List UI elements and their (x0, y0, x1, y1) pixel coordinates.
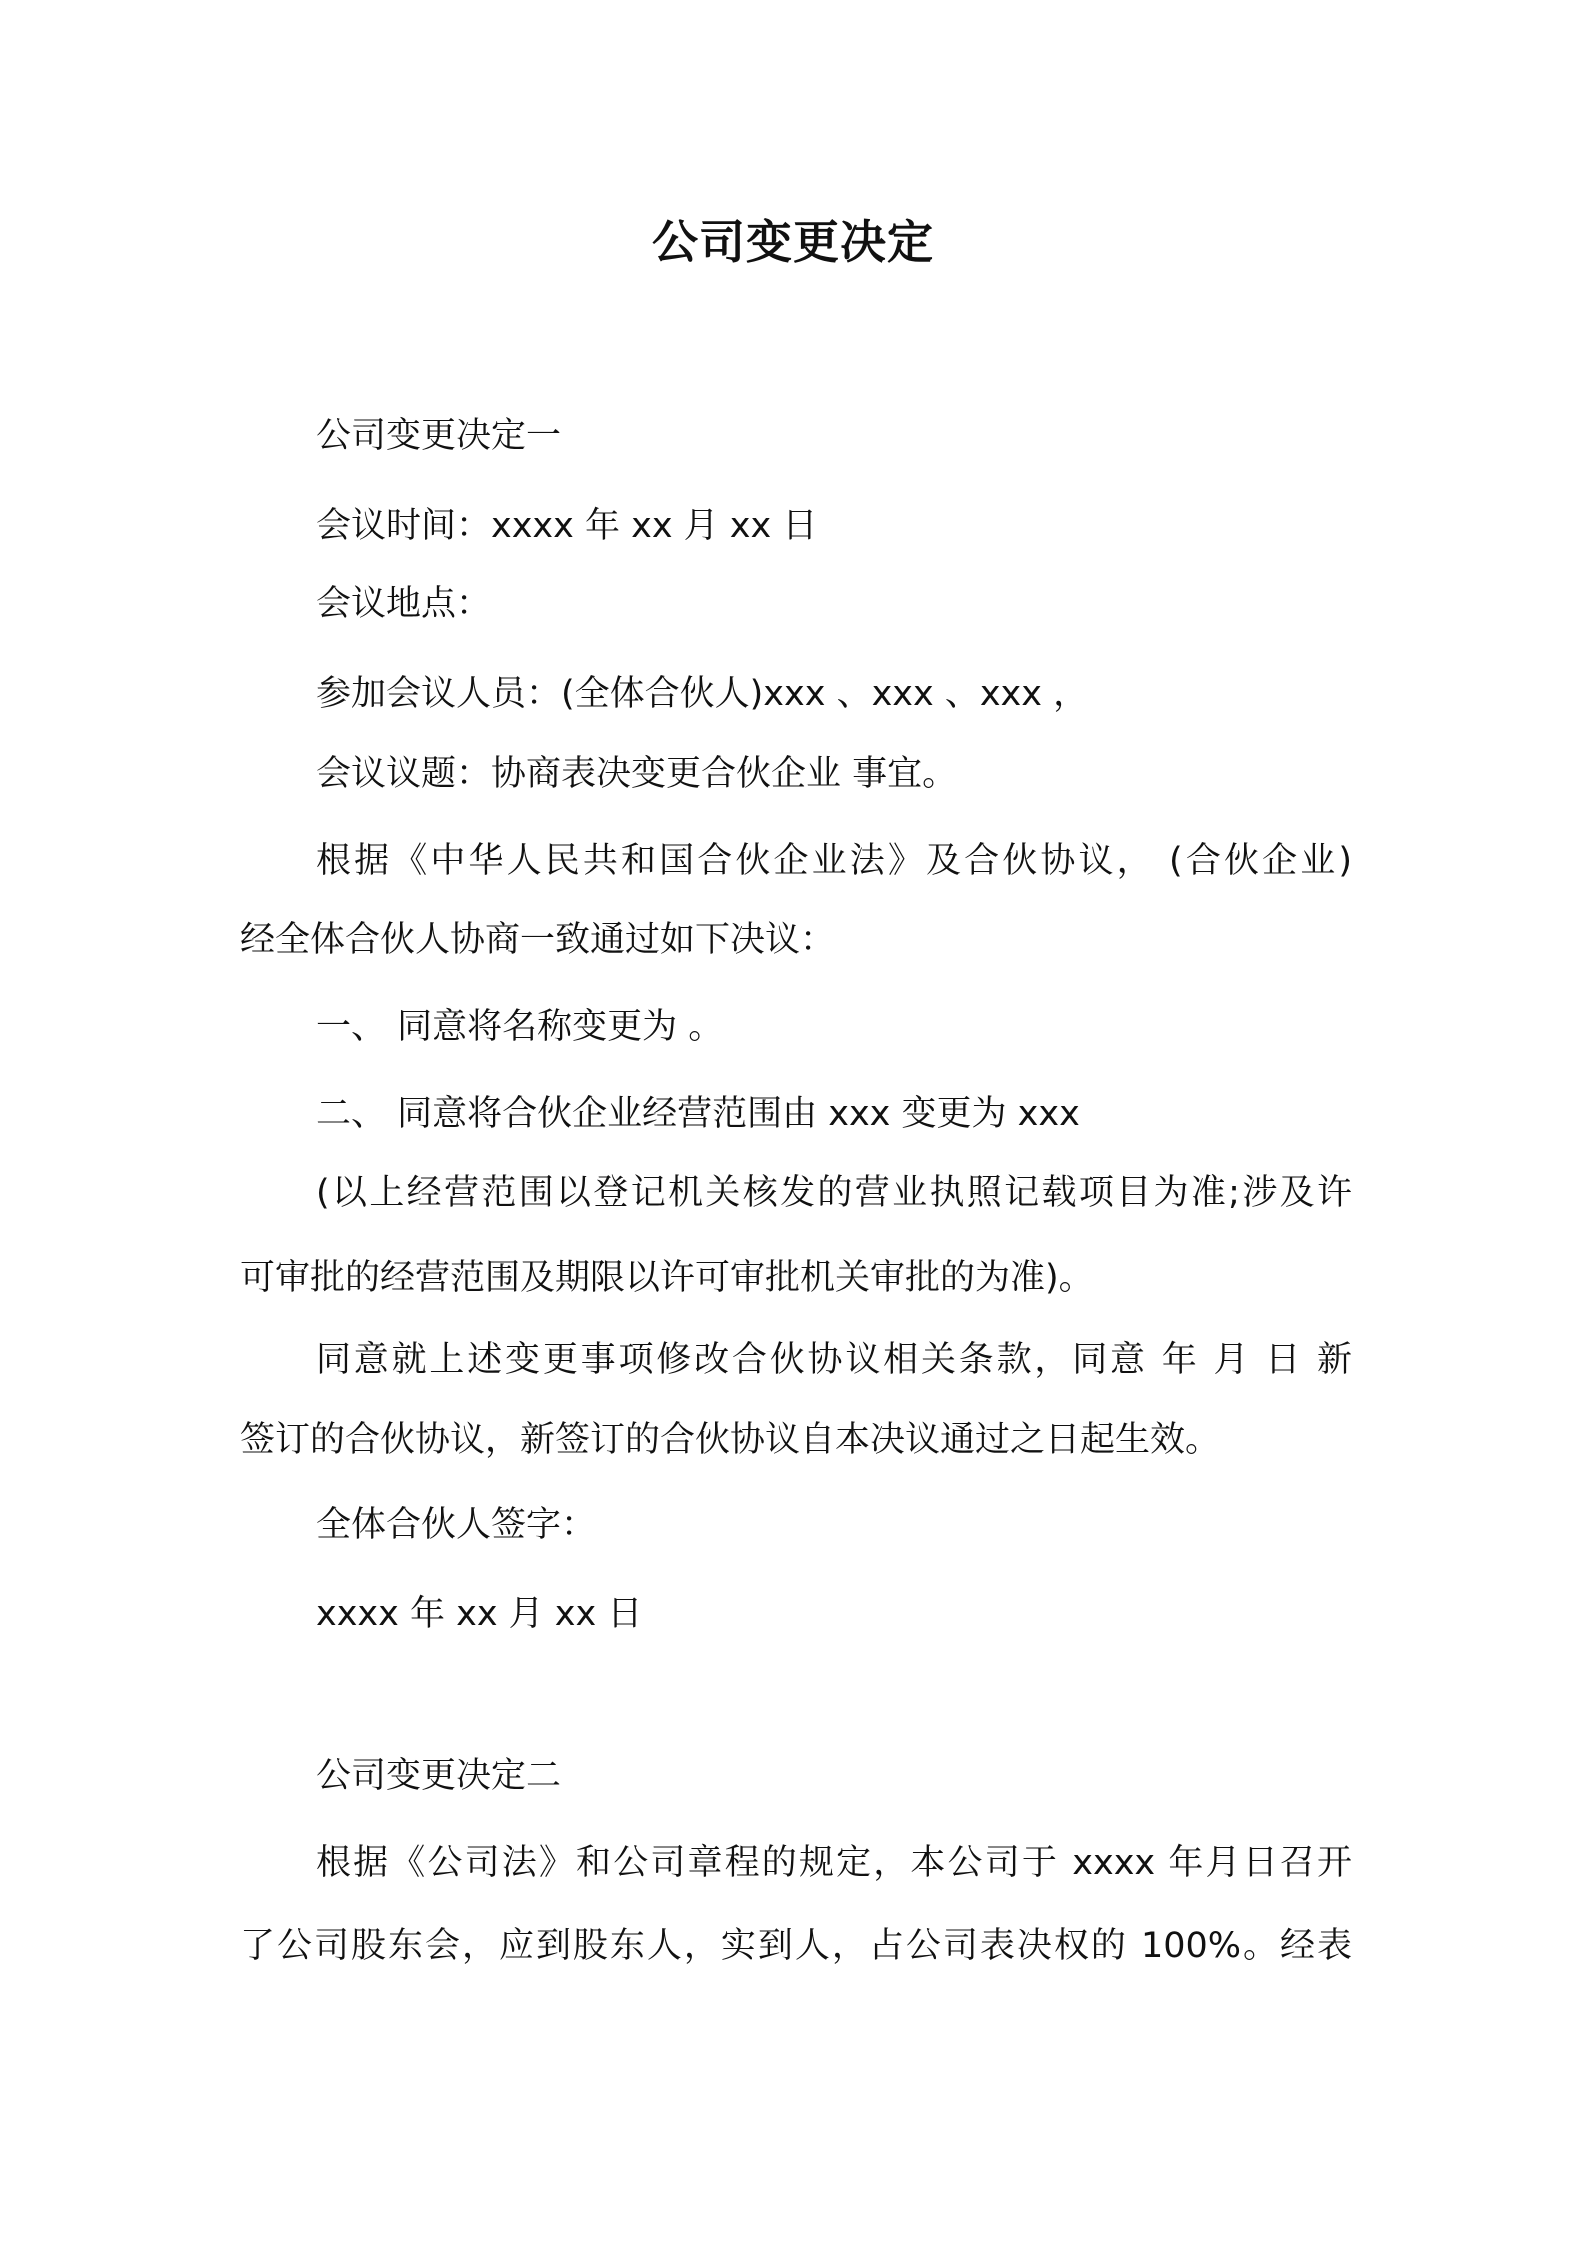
partner-signature-label: 全体合伙人签字： (316, 1505, 597, 1545)
attendees: 参加会议人员：(全体合伙人)xxx 、xxx 、xxx ， (316, 674, 1089, 714)
basis-paragraph-line2: 经全体合伙人协商一致通过如下决议： (240, 920, 836, 960)
section2-paragraph-line1: 根据《公司法》和公司章程的规定，本公司于 xxxx 年月日召开 (316, 1843, 1352, 1883)
section2-paragraph-line2: 了公司股东会，应到股东人，实到人，占公司表决权的 100%。经表 (240, 1926, 1352, 1966)
resolution-date: xxxx 年 xx 月 xx 日 (316, 1594, 643, 1634)
section1-heading: 公司变更决定一 (316, 416, 562, 456)
scope-note-line2: 可审批的经营范围及期限以许可审批机关审批的为准)。 (240, 1258, 1094, 1298)
resolution-item-2: 二、 同意将合伙企业经营范围由 xxx 变更为 xxx (316, 1094, 1080, 1134)
meeting-time: 会议时间：xxxx 年 xx 月 xx 日 (316, 506, 818, 546)
resolution-item-1: 一、 同意将名称变更为 。 (316, 1007, 724, 1047)
meeting-place: 会议地点： (316, 584, 492, 624)
meeting-topic: 会议议题：协商表决变更合伙企业 事宜。 (316, 754, 958, 794)
section2-heading: 公司变更决定二 (316, 1756, 562, 1796)
basis-paragraph-line1: 根据《中华人民共和国合伙企业法》及合伙协议， (合伙企业) (316, 841, 1352, 881)
scope-note-line1: (以上经营范围以登记机关核发的营业执照记载项目为准;涉及许 (316, 1173, 1352, 1213)
agreement-line2: 签订的合伙协议，新签订的合伙协议自本决议通过之日起生效。 (240, 1420, 1221, 1460)
agreement-line1: 同意就上述变更事项修改合伙协议相关条款，同意 年 月 日 新 (316, 1340, 1352, 1380)
document-title: 公司变更决定 (652, 215, 934, 269)
